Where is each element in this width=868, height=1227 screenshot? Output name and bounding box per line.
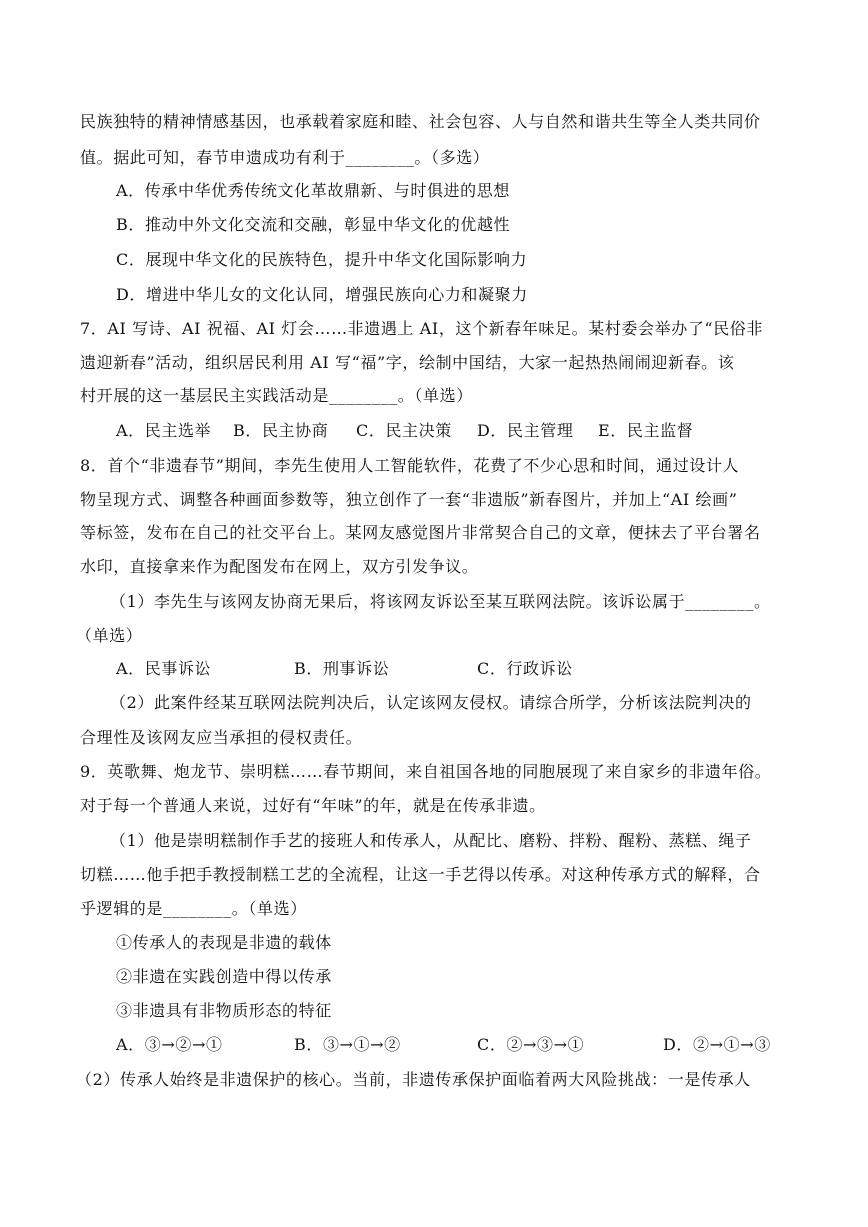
q8-option-a: A．民事诉讼: [116, 659, 212, 678]
q9-option-c: C．②→③→①: [477, 1035, 585, 1054]
q8-stem-line-3: 等标签，发布在自己的社交平台上。某网友感觉图片非常契合自己的文章，便抹去了平台署名: [80, 523, 761, 542]
q8-stem-line-2: 物呈现方式、调整各种画面参数等，独立创作了一套“非遗版”新春图片，并加上“AI 绘画”: [80, 490, 738, 509]
q8-stem-line-1: 8．首个“非遗春节”期间，李先生使用人工智能软件，花费了不少心思和时间，通过设计人: [80, 456, 740, 475]
q8-stem-line-4: 水印，直接拿来作为配图发布在网上，双方引发争议。: [80, 557, 479, 576]
q8-sub2-line-2: 合理性及该网友应当承担的侵权责任。: [80, 728, 363, 747]
q9-sub1-line-1: （1）他是崇明糕制作手艺的接班人和传承人，从配比、磨粉、拌粉、醒粉、蒸糕、绳子: [110, 831, 752, 850]
q8-option-c: C．行政诉讼: [477, 659, 573, 678]
q9-statement-3: ③非遗具有非物质形态的特征: [116, 1001, 332, 1020]
q8-sub1-line-1: （1）李先生与该网友协商无果后，将该网友诉讼至某互联网法院。该诉讼属于________。: [110, 592, 771, 611]
q9-sub1-line-2: 切糕……他手把手教授制糕工艺的全流程，让这一手艺得以传承。对这种传承方式的解释，合: [80, 865, 761, 884]
q7-option-e: E．民主监督: [598, 421, 694, 440]
q7-option-b: B．民主协商: [233, 421, 329, 440]
q9-option-b: B．③→①→②: [294, 1035, 401, 1054]
q8-sub1-line-2: （单选）: [76, 626, 143, 645]
q9-statement-1: ①传承人的表现是非遗的载体: [116, 933, 332, 952]
q7-option-a: A．民主选举: [116, 421, 212, 440]
q7-stem-line-2: 遗迎新春”活动，组织居民利用 AI 写“福”字，绘制中国结，大家一起热热闹闹迎新春。该: [80, 353, 735, 372]
q9-stem-line-2: 对于每一个普通人来说，过好有“年味”的年，就是在传承非遗。: [80, 796, 546, 815]
q9-sub2-line-1: （2）传承人始终是非遗保护的核心。当前，非遗传承保护面临着两大风险挑战：一是传承人: [76, 1070, 751, 1089]
q7-stem-line-1: 7．AI 写诗、AI 祝福、AI 灯会……非遗遇上 AI，这个新春年味足。某村委会举办了“民俗非: [80, 319, 764, 338]
q9-stem-line-1: 9．英歌舞、炮龙节、崇明糕……春节期间，来自祖国各地的同胞展现了来自家乡的非遗年俗。: [80, 762, 772, 781]
q9-option-a: A．③→②→①: [116, 1035, 223, 1054]
q6-stem-line-2: 值。据此可知，春节申遗成功有利于________。（多选）: [80, 148, 490, 167]
q7-option-c: C．民主决策: [356, 421, 452, 440]
q9-option-d: D．②→①→③: [663, 1035, 771, 1054]
q7-stem-line-3: 村开展的这一基层民主实践活动是________。（单选）: [80, 386, 473, 405]
q8-sub2-line-1: （2）此案件经某互联网法院判决后，认定该网友侵权。请综合所学，分析该法院判决的: [110, 693, 752, 712]
q9-statement-2: ②非遗在实践创造中得以传承: [116, 967, 332, 986]
q6-option-d: D．增进中华儿女的文化认同，增强民族向心力和凝聚力: [116, 285, 528, 304]
q6-option-c: C．展现中华文化的民族特色，提升中华文化国际影响力: [116, 250, 528, 269]
q6-option-b: B．推动中外文化交流和交融，彰显中华文化的优越性: [116, 215, 511, 234]
q6-stem-line-1: 民族独特的精神情感基因，也承载着家庭和睦、社会包容、人与自然和谐共生等全人类共同价: [80, 112, 761, 131]
q9-sub1-line-3: 乎逻辑的是________。（单选）: [80, 899, 307, 918]
q7-option-d: D．民主管理: [477, 421, 574, 440]
q8-option-b: B．刑事诉讼: [294, 659, 390, 678]
q6-option-a: A．传承中华优秀传统文化革故鼎新、与时俱进的思想: [116, 181, 510, 200]
